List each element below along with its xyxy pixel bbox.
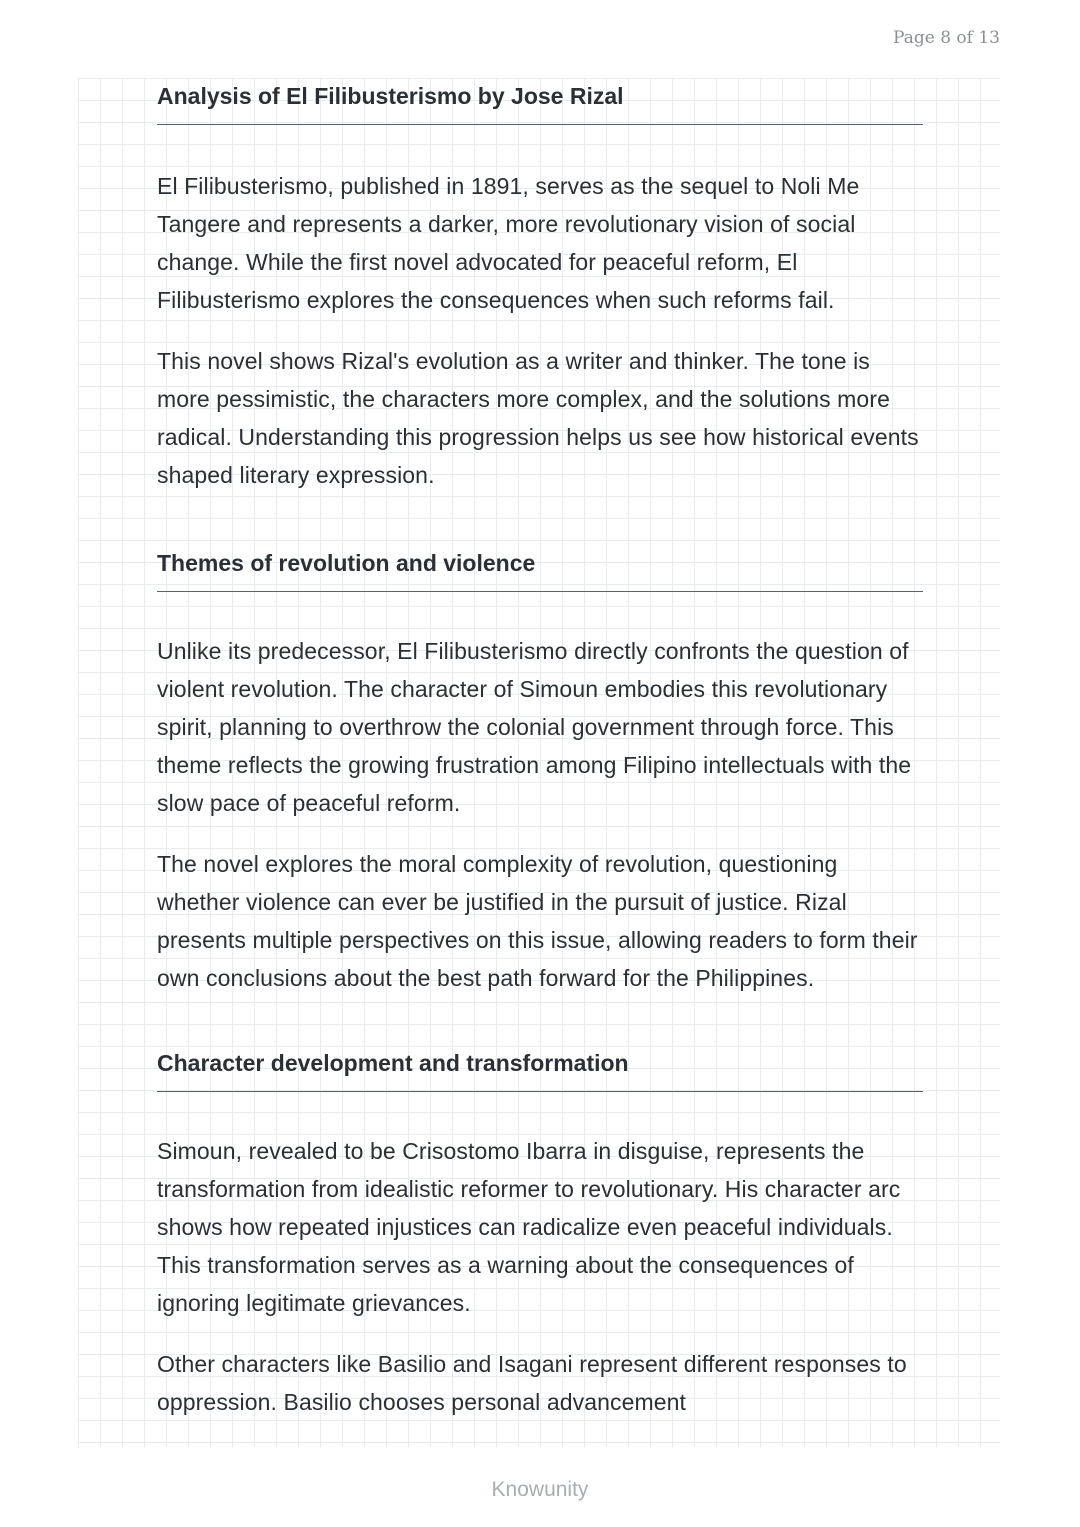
section-heading: Analysis of El Filibusterismo by Jose Rizal	[157, 80, 923, 125]
paragraph: This novel shows Rizal's evolution as a writer and thinker. The tone is more pessimistic, the characters more complex, and the solutions more radical. Understanding this progression helps us see how historical events shaped literary expression.	[157, 348, 919, 488]
footer-brand-logo: Knowunity	[491, 1478, 589, 1501]
document-content	[157, 78, 923, 1421]
paragraph: Other characters like Basilio and Isagani represent different responses to oppression. Basilio chooses personal advancement	[157, 1351, 907, 1415]
paragraph: Simoun, revealed to be Crisostomo Ibarra in disguise, represents the transformation from idealistic reformer to revolutionary. His character arc shows how repeated injustices can radicalize even peaceful individuals. This transformation serves as a warning about the consequences of ignoring legitimate grievances.	[157, 1138, 901, 1316]
section-heading: Themes of revolution and violence	[157, 547, 923, 592]
section-heading: Character development and transformation	[157, 1047, 923, 1092]
paragraph: The novel explores the moral complexity of revolution, questioning whether violence can ever be justified in the pursuit of justice. Rizal presents multiple perspectives on this issue, allowing readers to form their own conclusions about the best path forward for the Philippines.	[157, 851, 918, 991]
paragraph: Unlike its predecessor, El Filibusterismo directly confronts the question of violent revolution. The character of Simoun embodies this revolutionary spirit, planning to overthrow the colonial government through force. This theme reflects the growing frustration among Filipino intellectuals with the slow pace of peaceful reform.	[157, 638, 912, 816]
page-indicator: Page 8 of 13	[893, 28, 1000, 48]
paragraph: El Filibusterismo, published in 1891, serves as the sequel to Noli Me Tangere and represents a darker, more revolutionary vision of social change. While the first novel advocated for peaceful reform, El Filibusterismo explores the consequences when such reforms fail.	[157, 173, 860, 313]
